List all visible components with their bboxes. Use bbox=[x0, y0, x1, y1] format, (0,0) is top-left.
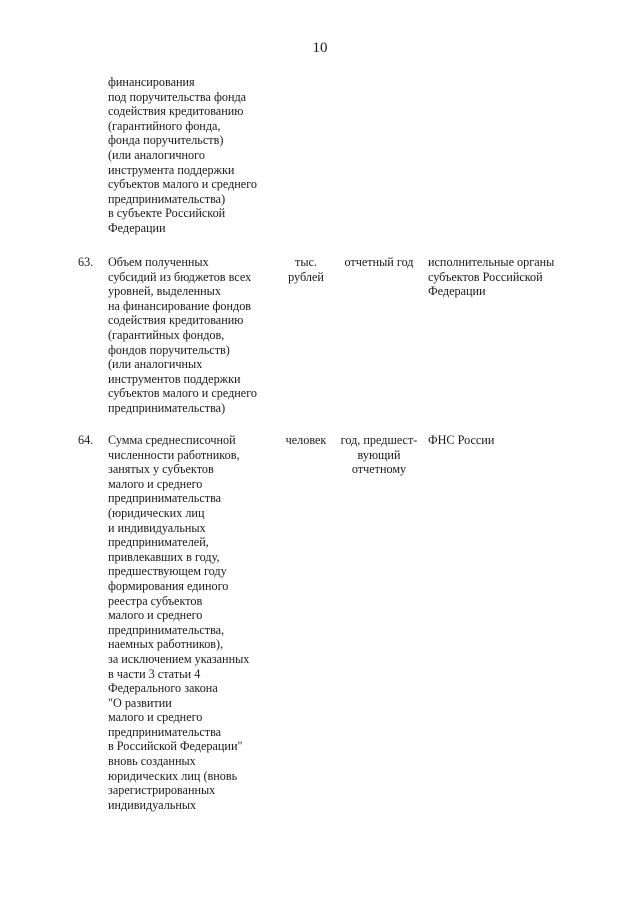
reporting-period: отчетный год bbox=[344, 255, 414, 269]
reporting-period: год, предшест- вующий отчетному bbox=[340, 433, 418, 477]
data-source: ФНС России bbox=[428, 433, 495, 447]
row-number: 64. bbox=[78, 433, 94, 447]
unit-of-measure: тыс. рублей bbox=[288, 255, 324, 284]
indicator-name: Сумма среднесписочной численности работников, занятых у субъектов малого и среднего предпринимательства (юридических лиц и индивидуальных предпринимателей, привлекавших в году, предшествующем году формирования единого реестра субъектов малого и среднего предпринимательства, наемных работников), за исключением указанных в части 3 статьи 4 Федерального закона "О развитии малого и среднего предпринимательства в Российской Федерации" вновь созданных юридических лиц (вновь зарегистрированных индивидуальных bbox=[108, 433, 250, 812]
continuation-indicator-text: финансирования под поручительства фонда содействия кредитованию (гарантийного фонда, фонда поручительств) (или аналогичного инструмента поддержки субъектов малого и среднего предпринимательства) в субъекте Российской Федерации bbox=[108, 75, 258, 235]
row-number: 63. bbox=[78, 255, 94, 269]
data-source: исполнительные органы субъектов Российской Федерации bbox=[428, 255, 555, 299]
page-number: 10 bbox=[312, 40, 328, 56]
unit-of-measure: человек bbox=[285, 433, 327, 447]
indicator-name: Объем полученных субсидий из бюджетов всех уровней, выделенных на финансирование фондов содействия кредитованию (гарантийных фондов, фондов поручительств) (или аналогичных инструментов поддержки субъектов малого и среднего предпринимательства) bbox=[108, 255, 258, 415]
